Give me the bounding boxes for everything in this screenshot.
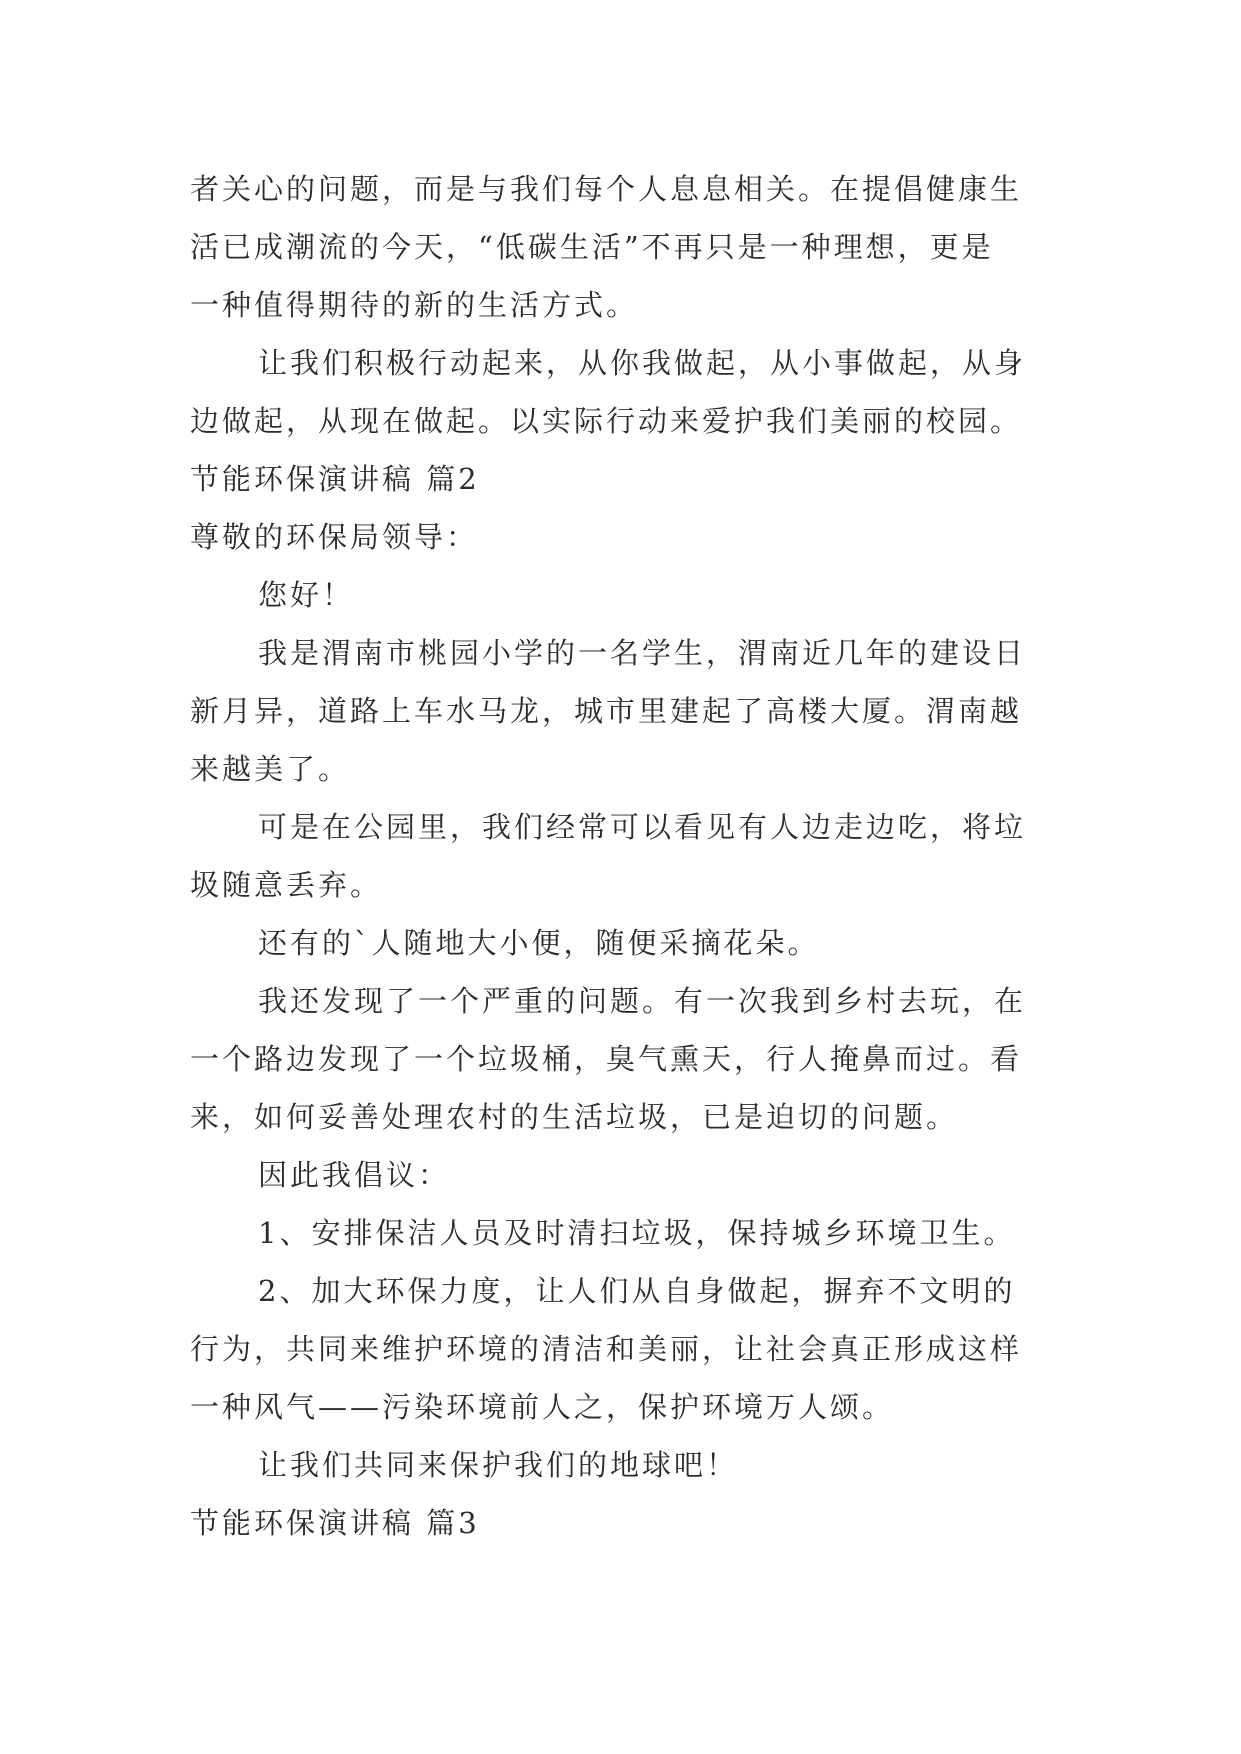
paragraph-line: 因此我倡议： [258,1158,451,1192]
paragraph-line: 来，如何妥善处理农村的生活垃圾，已是迫切的问题。 [190,1100,959,1134]
section-heading: 节能环保演讲稿 篇3 [190,1506,480,1540]
document-body [190,160,1070,1552]
paragraph-line: 者关心的问题，而是与我们每个人息息相关。在提倡健康生 [190,172,1023,206]
paragraph-line: 我还发现了一个严重的问题。有一次我到乡村去玩，在 [258,984,1027,1018]
greeting-line: 您好！ [258,578,355,612]
list-item-line: 一种风气——污染环境前人之，保护环境万人颂。 [190,1390,895,1424]
paragraph-line: 可是在公园里，我们经常可以看见有人边走边吃，将垃 [258,810,1027,844]
list-item-line: 2、加大环保力度，让人们从自身做起，摒弃不文明的 [258,1274,1016,1308]
paragraph-line: 边做起，从现在做起。以实际行动来爱护我们美丽的校园。 [190,404,1023,438]
paragraph-line: 来越美了。 [190,752,351,786]
salutation: 尊敬的环保局领导： [190,520,479,554]
paragraph-line: 活已成潮流的今天，“低碳生活”不再只是一种理想，更是 [190,230,994,264]
paragraph-line: 让我们积极行动起来，从你我做起，从小事做起，从身 [258,346,1027,380]
paragraph-line: 还有的`人随地大小便，随便采摘花朵。 [258,926,820,960]
paragraph-line: 一种值得期待的新的生活方式。 [190,288,639,322]
section-heading: 节能环保演讲稿 篇2 [190,462,480,496]
list-item-line: 1、安排保洁人员及时清扫垃圾，保持城乡环境卫生。 [258,1216,1016,1250]
paragraph-line: 一个路边发现了一个垃圾桶，臭气熏天，行人掩鼻而过。看 [190,1042,1023,1076]
paragraph-line: 圾随意丢弃。 [190,868,383,902]
paragraph-line: 我是渭南市桃园小学的一名学生，渭南近几年的建设日 [258,636,1027,670]
list-item-line: 行为，共同来维护环境的清洁和美丽，让社会真正形成这样 [190,1332,1023,1366]
paragraph-line: 新月异，道路上车水马龙，城市里建起了高楼大厦。渭南越 [190,694,1023,728]
paragraph-line: 让我们共同来保护我们的地球吧！ [258,1448,739,1482]
